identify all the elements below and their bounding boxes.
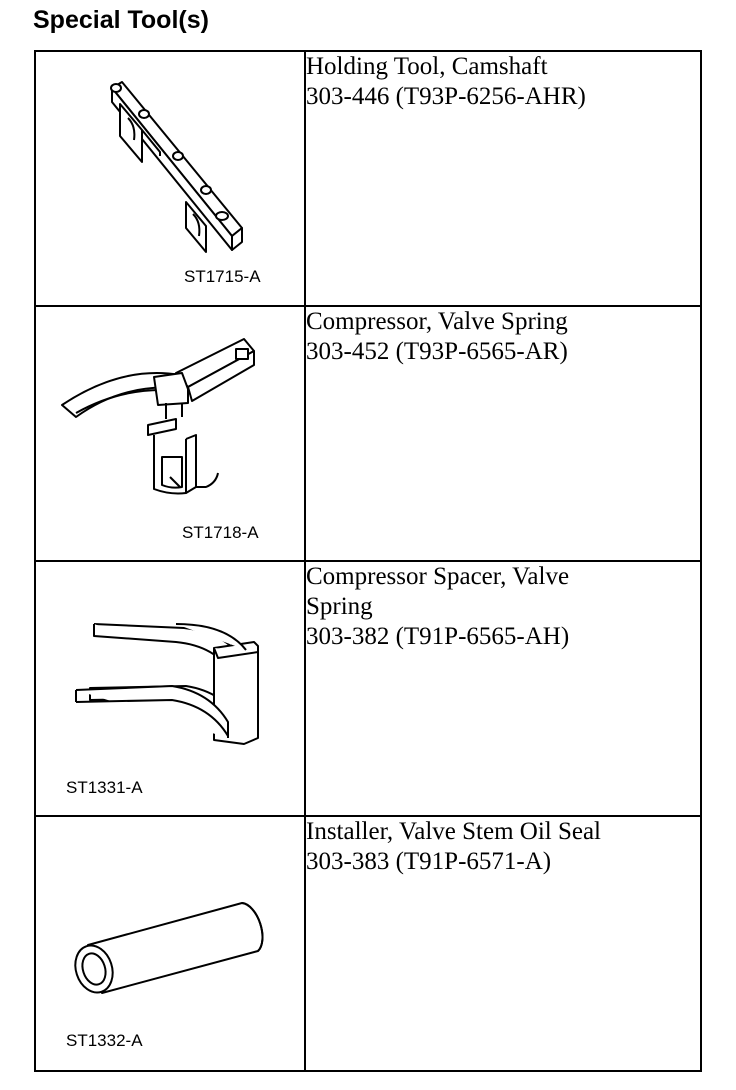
tool-row xyxy=(35,306,701,561)
camshaft-holding-tool-illustration xyxy=(36,52,304,305)
tool-name-line2: Spring xyxy=(306,593,373,620)
tool-image-code: ST1715-A xyxy=(184,267,261,286)
tool-part-number: 303-452 (T93P-6565-AR) xyxy=(306,338,568,365)
tool-part-number: 303-446 (T93P-6256-AHR) xyxy=(306,83,586,110)
tool-name: Holding Tool, Camshaft xyxy=(306,53,548,80)
tool-image-code: ST1332-A xyxy=(66,1031,143,1050)
tool-illustration-cell xyxy=(35,51,305,306)
section-title: Special Tool(s) xyxy=(33,6,209,34)
tool-image-code: ST1718-A xyxy=(182,523,259,542)
tool-image-code: ST1331-A xyxy=(66,778,143,797)
tool-description-cell xyxy=(305,51,701,306)
tool-illustration-cell xyxy=(35,816,305,1071)
tool-row xyxy=(35,561,701,816)
tool-row xyxy=(35,51,701,306)
tool-illustration-cell xyxy=(35,561,305,816)
tool-description-cell xyxy=(305,561,701,816)
special-tools-table xyxy=(34,50,702,1072)
tool-part-number: 303-383 (T91P-6571-A) xyxy=(306,848,552,875)
tool-name-line1: Compressor Spacer, Valve xyxy=(306,563,570,590)
tool-description-cell xyxy=(305,816,701,1071)
tool-description-cell xyxy=(305,306,701,561)
tool-name: Compressor, Valve Spring xyxy=(306,308,568,335)
tool-illustration-cell xyxy=(35,306,305,561)
valve-spring-compressor-illustration xyxy=(36,307,304,560)
tool-part-number: 303-382 (T91P-6565-AH) xyxy=(306,623,570,650)
tool-name: Installer, Valve Stem Oil Seal xyxy=(306,818,602,845)
tool-row xyxy=(35,816,701,1071)
